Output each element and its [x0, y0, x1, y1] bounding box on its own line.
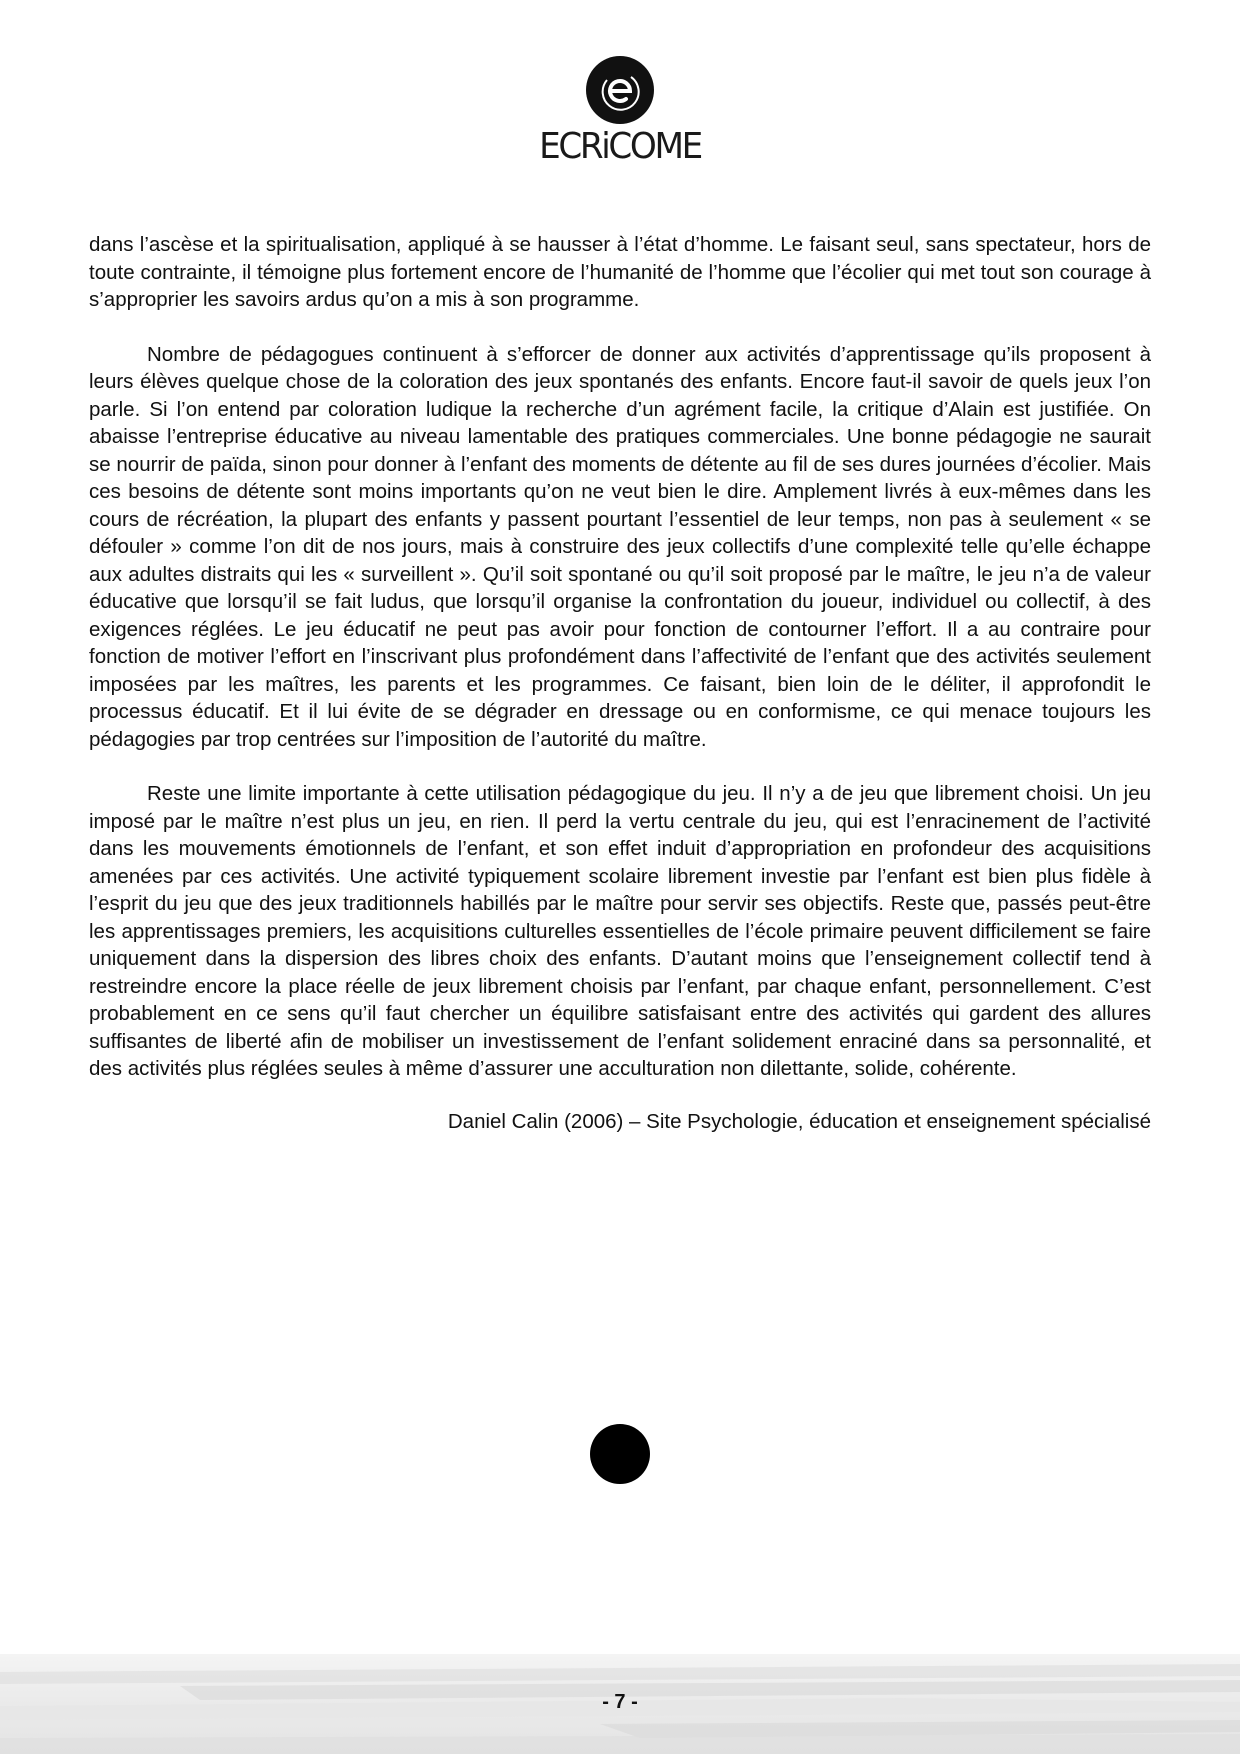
document-body [89, 231, 1151, 1135]
ecricome-logo-icon [586, 56, 654, 124]
decorative-black-dot [590, 1424, 650, 1484]
paragraph-1: dans l’ascèse et la spiritualisation, appliqué à se hausser à l’état d’homme. Le faisant seul, sans spectateur, hors de toute contrainte, il témoigne plus fortement encore de l’humanité de l’homme que l’écolier qui met tout son courage à s’approprier les savoirs ardus qu’on a mis à son programme. [89, 233, 1151, 311]
paragraph-3: Reste une limite importante à cette utilisation pédagogique du jeu. Il n’y a de jeu que librement choisi. Un jeu imposé par le maître n’est plus un jeu, en rien. Il perd la vertu centrale du jeu, qui est l’enracinement de l’activité dans les mouvements émotionnels de l’enfant, et son effet induit d’appropriation en profondeur des acquisitions amenées par ces activités. Une activité typiquement scolaire librement investie par l’enfant est bien plus fidèle à l’esprit du jeu que des jeux traditionnels habillés par le maître pour servir ses objectifs. Reste que, passés peut-être les apprentissages premiers, les acquisitions culturelles essentielles de l’école primaire peuvent difficilement se faire uniquement dans la dispersion des libres choix des enfants. D’autant moins que l’enseignement collectif tend à restreindre encore la place réelle de jeux librement choisis par l’enfant, par chaque enfant, personnellement. C’est probablement en ce sens qu’il faut chercher un équilibre satisfaisant entre des activités qui gardent des allures suffisantes de liberté afin de mobiliser un investissement de l’enfant solidement enraciné dans sa personnalité, et des activités plus réglées seules à même d’assurer une acculturation non dilettante, solide, cohérente. [89, 782, 1151, 1080]
page-number: - 7 - [602, 1691, 638, 1713]
source-attribution: Daniel Calin (2006) – Site Psychologie, éducation et enseignement spécialisé [447, 1109, 1151, 1133]
paragraph-2: Nombre de pédagogues continuent à s’efforcer de donner aux activités d’apprentissage qu’ils proposent à leurs élèves quelque chose de la coloration des jeux spontanés des enfants. Encore faut-il savoir de quels jeux l’on parle. Si l’on entend par coloration ludique la recherche d’un agrément facile, la critique d’Alain est justifiée. On abaisse l’entreprise éducative au niveau lamentable des pratiques commerciales. Une bonne pédagogie ne saurait se nourrir de païda, sinon pour donner à l’enfant des moments de détente au fil de ses dures journées d’écolier. Mais ces besoins de détente sont moins importants qu’on ne veut bien le dire. Amplement livrés à eux-mêmes dans les cours de récréation, la plupart des enfants y passent pourtant l’essentiel de leur temps, non pas à seulement « se défouler » comme l’on dit de nos jours, mais à construire des jeux collectifs d’une complexité telle qu’elle échappe aux adultes distraits qui les « surveillent ». Qu’il soit spontané ou qu’il soit proposé par le maître, le jeu n’a de valeur éducative que lorsqu’il se fait ludus, que lorsqu’il organise la confrontation du joueur, individuel ou collectif, à des exigences réglées. Le jeu éducatif ne peut pas avoir pour fonction de contourner l’effort. Il a au contraire pour fonction de motiver l’effort en l’inscrivant plus profondément dans l’affectivité de l’enfant que des activités seulement imposées par les maîtres, les parents et les programmes. Ce faisant, bien loin de le déliter, il approfondit le processus éducatif. Et il lui évite de se dégrader en dressage ou en conformisme, ce qui menace toujours les pédagogies par trop centrées sur l’imposition de l’autorité du maître. [89, 342, 1151, 751]
header-logo [0, 56, 1240, 167]
logo-wordmark: ECRiCOME [539, 126, 701, 167]
